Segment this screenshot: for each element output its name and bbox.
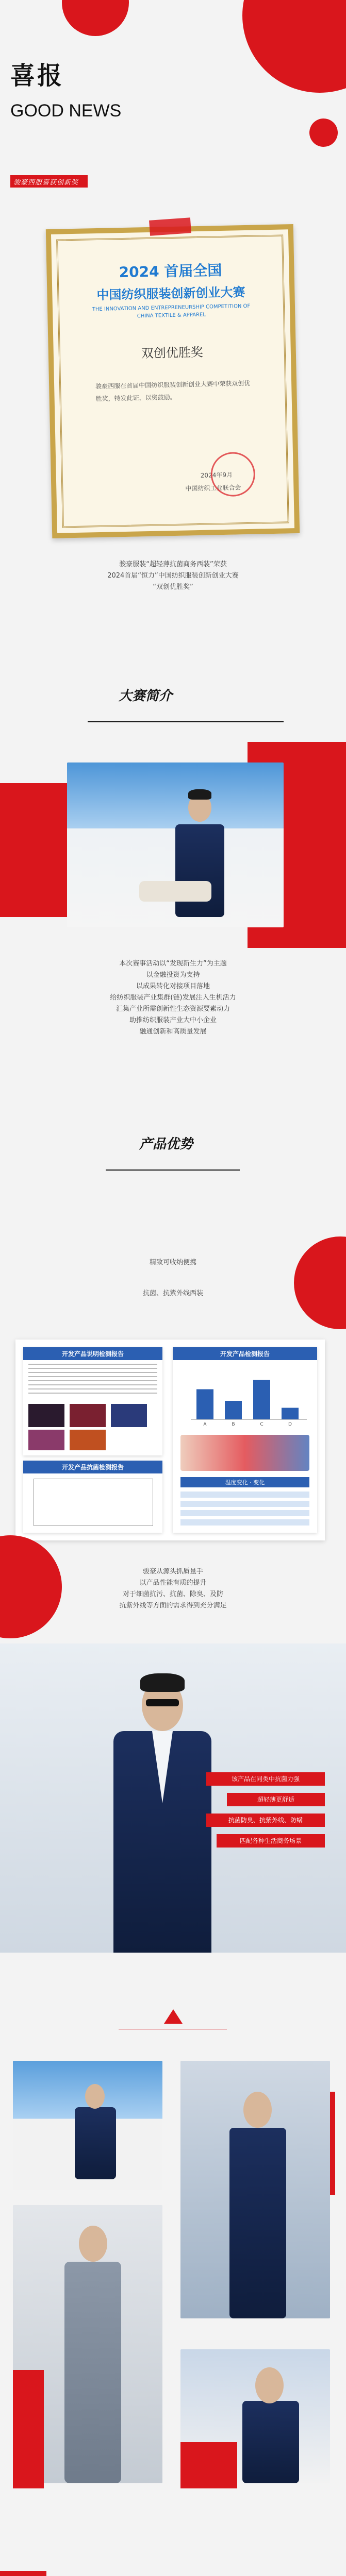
gallery-red-block-4 (180, 2442, 237, 2488)
certificate-tape (149, 217, 191, 236)
feature-line: 骏豪从源头抓质量手 (142, 1568, 203, 1575)
feature-line: 抗紫外线等方面的需求得到充分满足 (119, 1602, 227, 1609)
gallery-logo-icon (164, 2009, 183, 2024)
announcement-line-3: “双创优胜奖” (153, 583, 193, 591)
intro-title: 大赛简介 (119, 688, 173, 704)
feature-tag-label: 该产品在同类中抗菌力强 (231, 1775, 300, 1783)
intro-red-left (0, 783, 67, 917)
certificate-body: 骏豪西服在首届中国纺织服装创新创业大赛中荣获双创优胜奖，特发此证，以资鼓励。 (95, 379, 251, 403)
gallery-red-block-3 (13, 2370, 44, 2488)
intro-line: 以成果转化对接项目落地 (136, 982, 210, 990)
report-left-title: 开发产品说明检测报告 (23, 1347, 162, 1360)
intro-photo (67, 762, 284, 927)
report-left-img-3 (111, 1404, 147, 1427)
intro-title-line (88, 721, 284, 722)
gallery-photo-3-head (79, 2226, 107, 2262)
intro-line: 本次赛事活动以“发现新生力”为主题 (119, 960, 227, 968)
header-circle-large (242, 0, 346, 93)
report-left (23, 1347, 162, 1455)
bar-label: D (288, 1422, 292, 1427)
certificate-award: 双创优胜奖 (141, 345, 204, 361)
advantage-item-2: 抗菌、抗紫外线西装 (142, 1290, 203, 1297)
gallery-photo-2-suit (229, 2128, 286, 2318)
gallery-photo-2 (180, 2061, 330, 2318)
feature-tag-3 (206, 1814, 325, 1827)
certificate-date: 2024年9月 (200, 471, 233, 479)
header-circle-dot (309, 118, 338, 147)
intro-line: 融通创新和高质量发展 (139, 1028, 207, 1036)
certificate-main-title: 中国纺织服装创新创业大赛 (96, 285, 245, 303)
report-rows (180, 1492, 309, 1528)
advantage-item-1: 精致可收纳便携 (149, 1259, 196, 1266)
features-model-hair (140, 1673, 185, 1692)
intro-line: 助推纺织服装产业大中小企业 (129, 1016, 217, 1024)
advantages-title-line (106, 1170, 240, 1171)
intro-model-hair (188, 789, 211, 800)
report-fabric-graphic (180, 1435, 309, 1471)
certificate-en-title: THE INNOVATION AND ENTREPRENEURSHIP COMPETITION OF CHINA TEXTILE & APPAREL (92, 303, 251, 319)
feature-tag-4 (217, 1834, 325, 1848)
report-bar-chart (180, 1365, 309, 1427)
certificate-issuer: 中国纺织工业联合会 (185, 484, 241, 493)
feature-line: 以产品性能有质的提升 (139, 1579, 207, 1587)
certificate-year: 2024 首届全国 (119, 261, 222, 281)
intro-text (0, 958, 346, 1038)
bar-D (282, 1408, 299, 1420)
gallery-photo-1-head (85, 2084, 105, 2109)
feature-tag-label: 抗菌防臭、抗紫外线、防螨 (228, 1817, 303, 1824)
feature-tag-2 (227, 1793, 325, 1806)
reports-panel (15, 1340, 325, 1540)
gallery-photo-4-head (255, 2367, 284, 2403)
bar-label: C (260, 1422, 263, 1427)
report-left-sub: 开发产品抗菌检测报告 (23, 1461, 162, 1473)
title-cn: 喜报 (10, 61, 64, 90)
report-right (173, 1347, 317, 1533)
features-text (0, 1566, 346, 1612)
bar-A (196, 1389, 213, 1420)
subtitle: 骏豪西服喜获创新奖 (13, 179, 79, 187)
announcement-line-2: 2024首届“恒力”中国纺织服装创新创业大赛 (107, 572, 239, 580)
gallery-photo-3-suit (64, 2262, 121, 2483)
intro-line: 以金融投资为支持 (146, 971, 200, 979)
report-left-text (28, 1364, 157, 1395)
report-left-img-2 (70, 1404, 106, 1427)
intro-model-suit (175, 824, 224, 917)
report-right-title: 开发产品检测报告 (173, 1347, 317, 1360)
gallery-photo-4-suit (242, 2401, 299, 2483)
intro-line: 给纺织服装产业集群(链)发展注入生机活力 (110, 994, 236, 1002)
report-left-img-5 (70, 1430, 106, 1450)
adv-circle-right (294, 1236, 346, 1329)
bar-label: B (232, 1422, 235, 1427)
feature-line: 对于细菌抗污、抗菌、除臭、及防 (122, 1590, 223, 1598)
announcement-line-1: 骏豪服装“超轻薄抗菌商务西装”荣获 (119, 561, 227, 568)
bar-B (225, 1401, 242, 1419)
bar-C (253, 1380, 270, 1420)
gallery-photo-2-head (243, 2092, 272, 2128)
report-left-bottom (23, 1461, 162, 1533)
certificate-frame (46, 224, 300, 538)
announcement (0, 559, 346, 593)
header-circle-small (62, 0, 129, 36)
report-left-img-1 (28, 1404, 64, 1427)
gallery-photo-1-suit (75, 2107, 116, 2179)
intro-line: 汇集产业所需创新性生态资源要素动力 (116, 1005, 230, 1013)
gallery-photo-1 (13, 2061, 162, 2190)
report-legend-title: 温度变化 · 变化 (180, 1477, 309, 1487)
title-en: GOOD NEWS (10, 101, 122, 121)
advantages-title: 产品优势 (139, 1137, 193, 1152)
closing-red-stripe (0, 2571, 46, 2576)
intro-model-pants (139, 881, 211, 902)
feature-tag-label: 超轻薄更舒适 (257, 1796, 294, 1803)
feature-tag-label: 匹配各种生活商务场景 (239, 1837, 302, 1844)
feature-tag-1 (206, 1772, 325, 1786)
report-left-img-4 (28, 1430, 64, 1450)
features-model-glasses (146, 1699, 179, 1706)
report-structure-diagram (34, 1479, 153, 1526)
bar-label: A (203, 1422, 207, 1427)
